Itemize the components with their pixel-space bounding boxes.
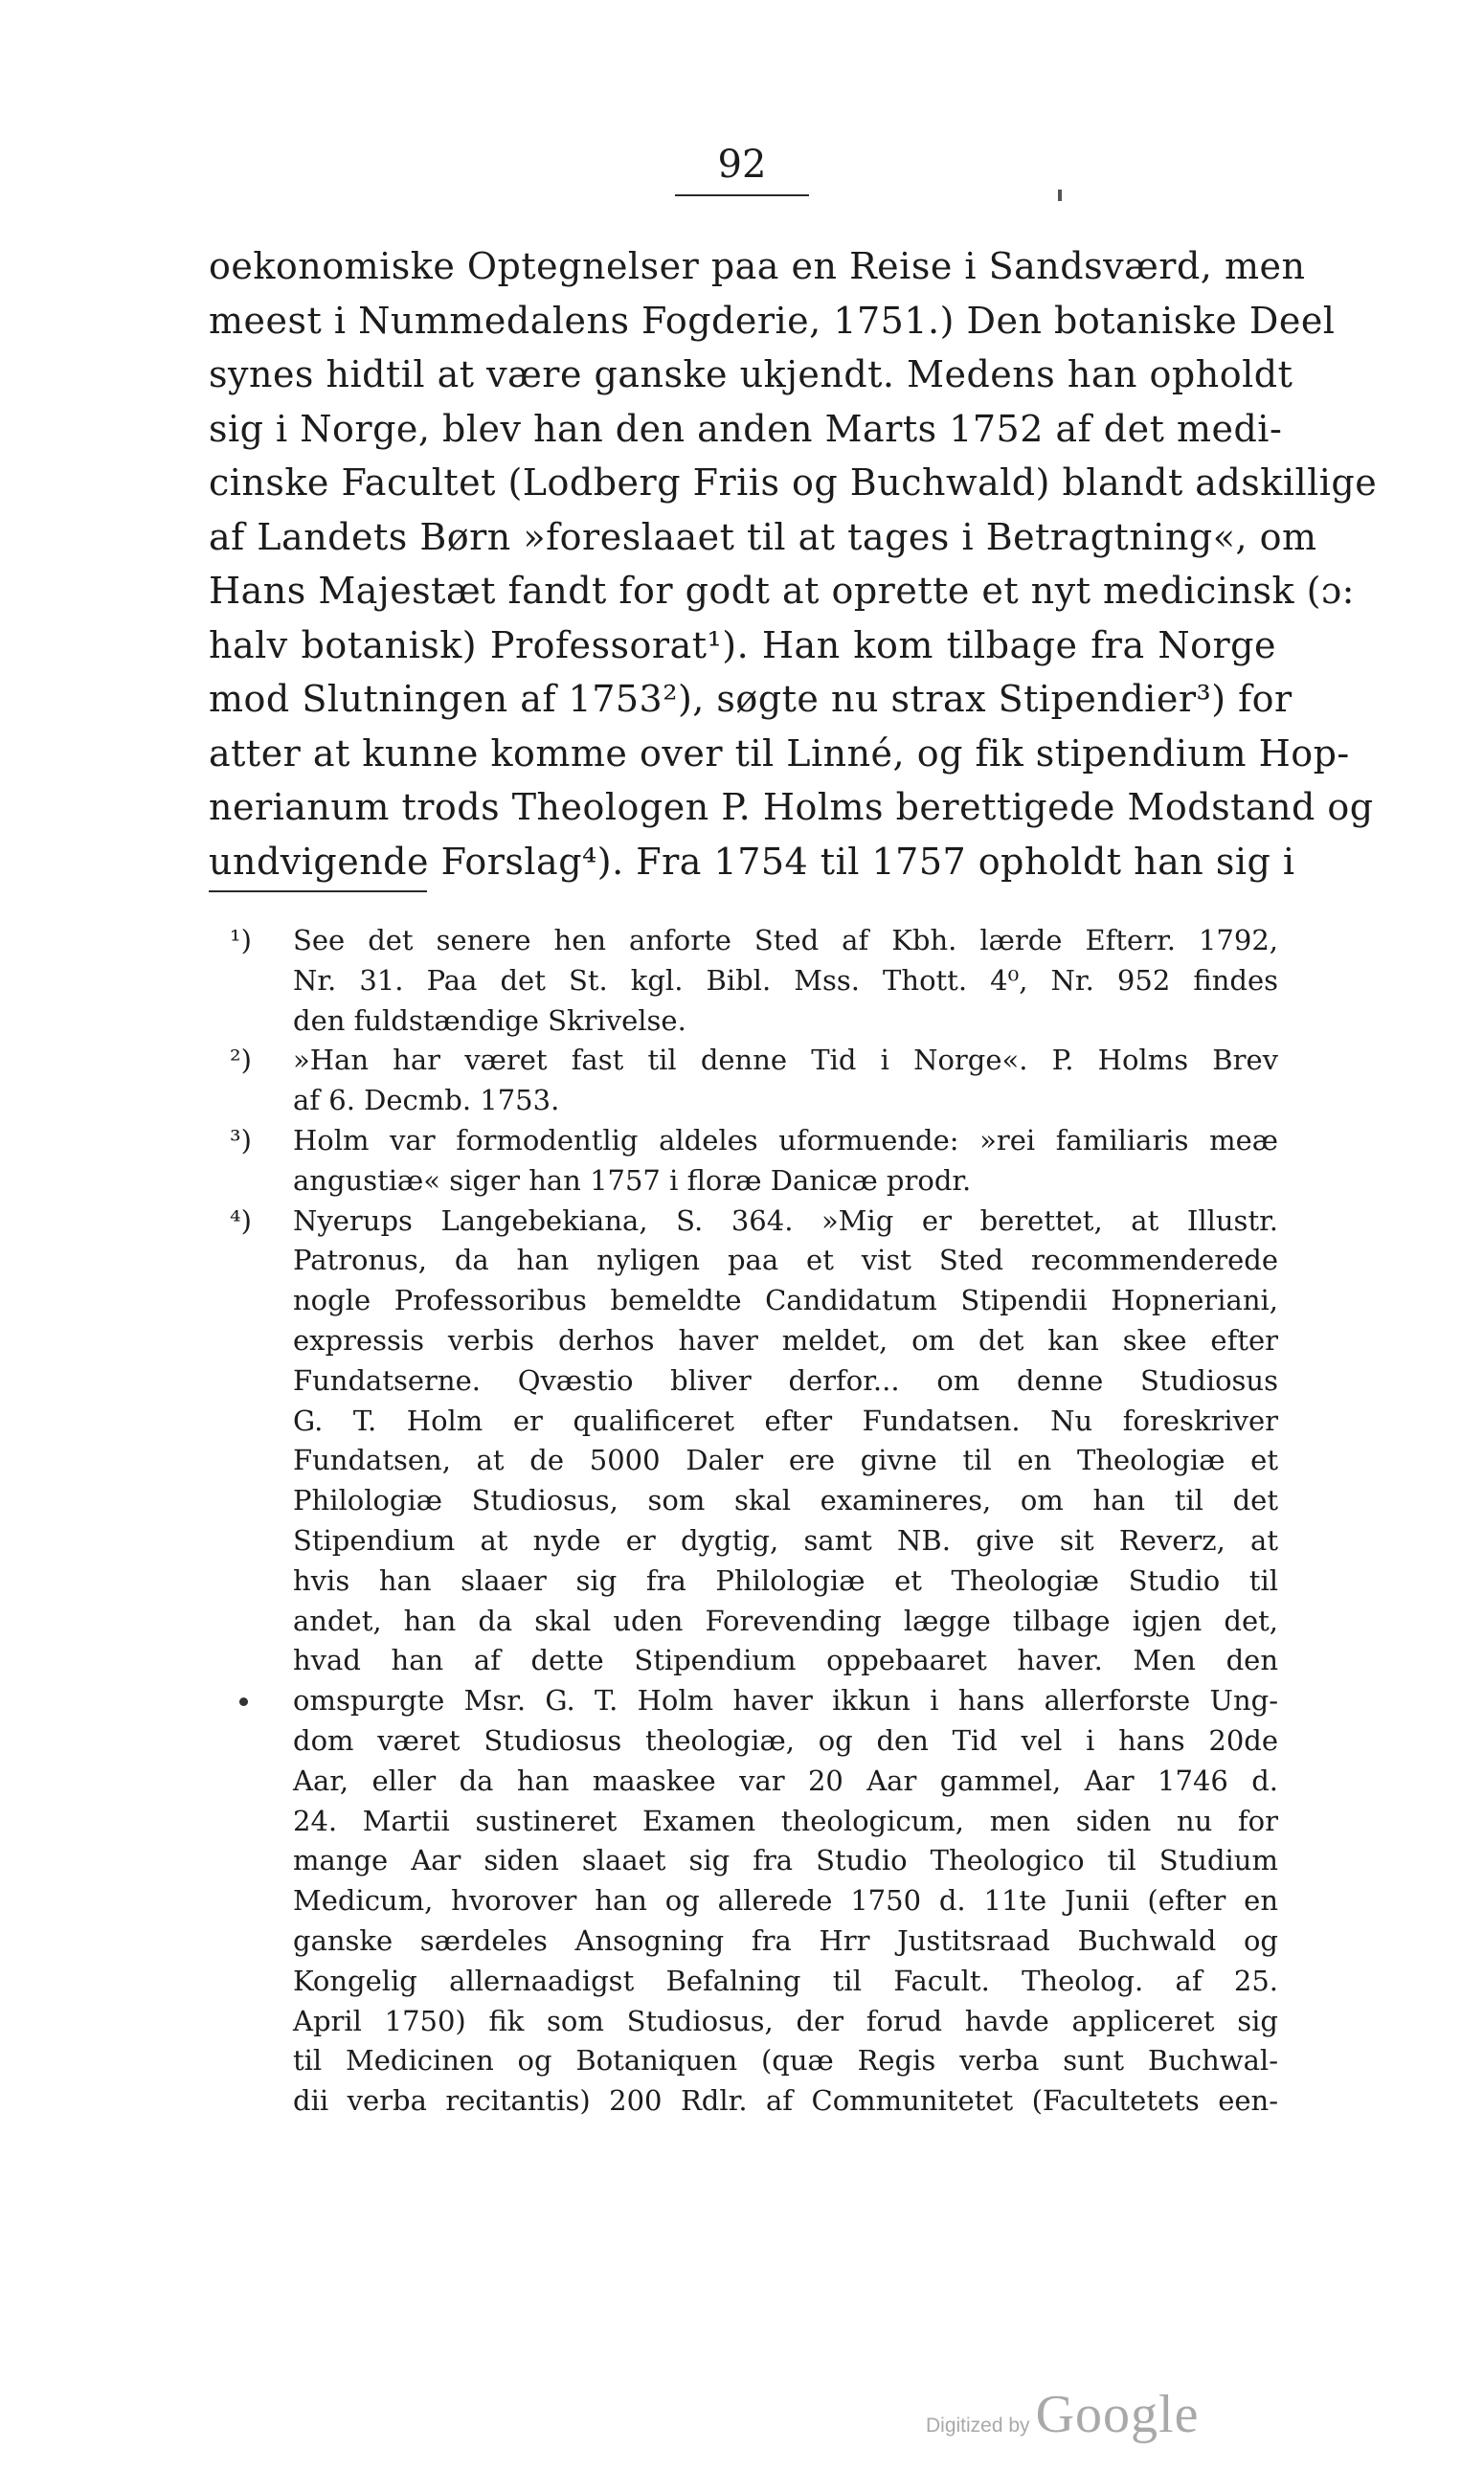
footnote-marker: ⁴)	[230, 1203, 252, 1237]
footnote-line: andet, han da skal uden Forevending lægge tilbage igjen det,	[293, 1604, 1278, 1637]
footnote-text: Holm var formodentlig aldeles uformuende: »rei familiaris meæ	[293, 1123, 1278, 1157]
page-number: 92	[717, 143, 767, 187]
footnote-line: Nr. 31. Paa det St. kgl. Bibl. Mss. Thott. 4⁰, Nr. 952 findes	[293, 963, 1278, 997]
body-text	[209, 239, 1378, 888]
body-line: af Landets Børn »foreslaaet til at tages i Betragtning«, om	[209, 515, 1317, 558]
body-line: synes hidtil at være ganske ukjendt. Medens han opholdt	[209, 353, 1293, 395]
footnotes	[230, 921, 1278, 2122]
footnote-line: Kongelig allernaadigst Befalning til Facult. Theolog. af 25.	[293, 1964, 1278, 1997]
footnote-line: Fundatsen, at de 5000 Daler ere givne til en Theologiæ et	[293, 1444, 1278, 1477]
footnote-3	[230, 1121, 1278, 1202]
footnote-line: Philologiæ Studiosus, som skal examineres, om han til det	[293, 1484, 1278, 1517]
margin-dot-mark	[239, 1697, 248, 1706]
body-line: sig i Norge, blev han den anden Marts 1752 af det medi-	[209, 407, 1283, 450]
footnote-line	[230, 1121, 1278, 1161]
footnote-text: Nyerups Langebekiana, S. 364. »Mig er berettet, at Illustr.	[293, 1203, 1278, 1237]
footnote-line: G. T. Holm er qualificeret efter Fundatsen. Nu foreskriver	[293, 1404, 1278, 1437]
footnote-line: ganske særdeles Ansogning fra Hrr Justitsraad Buchwald og	[293, 1923, 1278, 1957]
footnote-line	[230, 1041, 1278, 1081]
footnote-text: »Han har været fast til denne Tid i Norge«. P. Holms Brev	[293, 1044, 1278, 1077]
footnote-marker: ¹)	[230, 924, 252, 956]
footnote-line: angustiæ« siger han 1757 i floræ Danicæ prodr.	[293, 1163, 972, 1197]
footnote-line: 24. Martii sustineret Examen theologicum, men siden nu for	[293, 1804, 1278, 1837]
body-line: Hans Majestæt fandt for godt at oprette et nyt medicinsk (ɔ:	[209, 570, 1355, 612]
footnote-line: Patronus, da han nyligen paa et vist Sted recommenderede	[293, 1244, 1278, 1277]
footnote-line: expressis verbis derhos haver meldet, om det kan skee efter	[293, 1323, 1278, 1357]
body-line: halv botanisk) Professorat¹). Han kom tilbage fra Norge	[209, 623, 1276, 666]
footnote-text: See det senere hen anforte Sted af Kbh. lærde Efterr. 1792,	[293, 924, 1278, 956]
footnote-line: April 1750) fik som Studiosus, der forud havde appliceret sig	[293, 2004, 1278, 2037]
body-line: undvigende Forslag⁴). Fra 1754 til 1757 opholdt han sig i	[209, 840, 1295, 883]
footnote-marker: ²)	[230, 1044, 252, 1077]
footnote-separator-rule	[209, 890, 427, 892]
watermark-prefix: Digitized by	[926, 2415, 1030, 2437]
body-line: atter at kunne komme over til Linné, og fik stipendium Hop-	[209, 731, 1350, 775]
footnote-marker: ³)	[230, 1123, 252, 1157]
footnote-line: hvad han af dette Stipendium oppebaaret haver. Men den	[293, 1644, 1278, 1677]
footnote-line: Medicum, hvorover han og allerede 1750 d. 11te Junii (efter en	[293, 1884, 1278, 1918]
footnote-line	[230, 921, 1278, 961]
watermark-brand-logo: Google	[1035, 2385, 1200, 2444]
footnote-1	[230, 921, 1278, 1041]
footnote-line: dom været Studiosus theologiæ, og den Tid vel i hans 20de	[293, 1723, 1278, 1757]
footnote-line: omspurgte Msr. G. T. Holm haver ikkun i hans allerforste Ung-	[293, 1684, 1278, 1718]
footnote-2	[230, 1041, 1278, 1121]
digitized-watermark	[926, 2384, 1199, 2451]
footnote-line: Stipendium at nyde er dygtig, samt NB. give sit Reverz, at	[293, 1523, 1278, 1557]
footnote-line: den fuldstændige Skrivelse.	[293, 1003, 686, 1037]
footnote-line: Fundatserne. Qvæstio bliver derfor... om denne Studiosus	[293, 1363, 1278, 1397]
footnote-line: mange Aar siden slaaet sig fra Studio Theologico til Studium	[293, 1844, 1278, 1877]
body-line: mod Slutningen af 1753²), søgte nu strax Stipendier³) for	[209, 678, 1293, 720]
footnote-line: nogle Professoribus bemeldte Candidatum Stipendii Hopneriani,	[293, 1284, 1278, 1317]
body-line: oekonomiske Optegnelser paa en Reise i Sandsværd, men	[209, 245, 1306, 287]
footnote-line: hvis han slaaer sig fra Philologiæ et Theologiæ Studio til	[293, 1563, 1278, 1597]
page-number-rule	[675, 194, 809, 196]
stray-print-mark	[1058, 190, 1062, 201]
footnote-line: af 6. Decmb. 1753.	[293, 1084, 560, 1117]
footnote-line: dii verba recitantis) 200 Rdlr. af Communitetet (Facultetets een-	[293, 2084, 1278, 2118]
footnote-4	[230, 1202, 1278, 2122]
body-line: cinske Facultet (Lodberg Friis og Buchwald) blandt adskillige	[209, 461, 1378, 504]
footnote-line: til Medicinen og Botaniquen (quæ Regis verba sunt Buchwal-	[293, 2044, 1278, 2078]
footnote-line	[230, 1202, 1278, 1242]
body-line: meest i Nummedalens Fogderie, 1751.) Den botaniske Deel	[209, 299, 1336, 342]
body-line: nerianum trods Theologen P. Holms berettigede Modstand og	[209, 786, 1374, 828]
footnote-line: Aar, eller da han maaskee var 20 Aar gammel, Aar 1746 d.	[293, 1764, 1278, 1797]
